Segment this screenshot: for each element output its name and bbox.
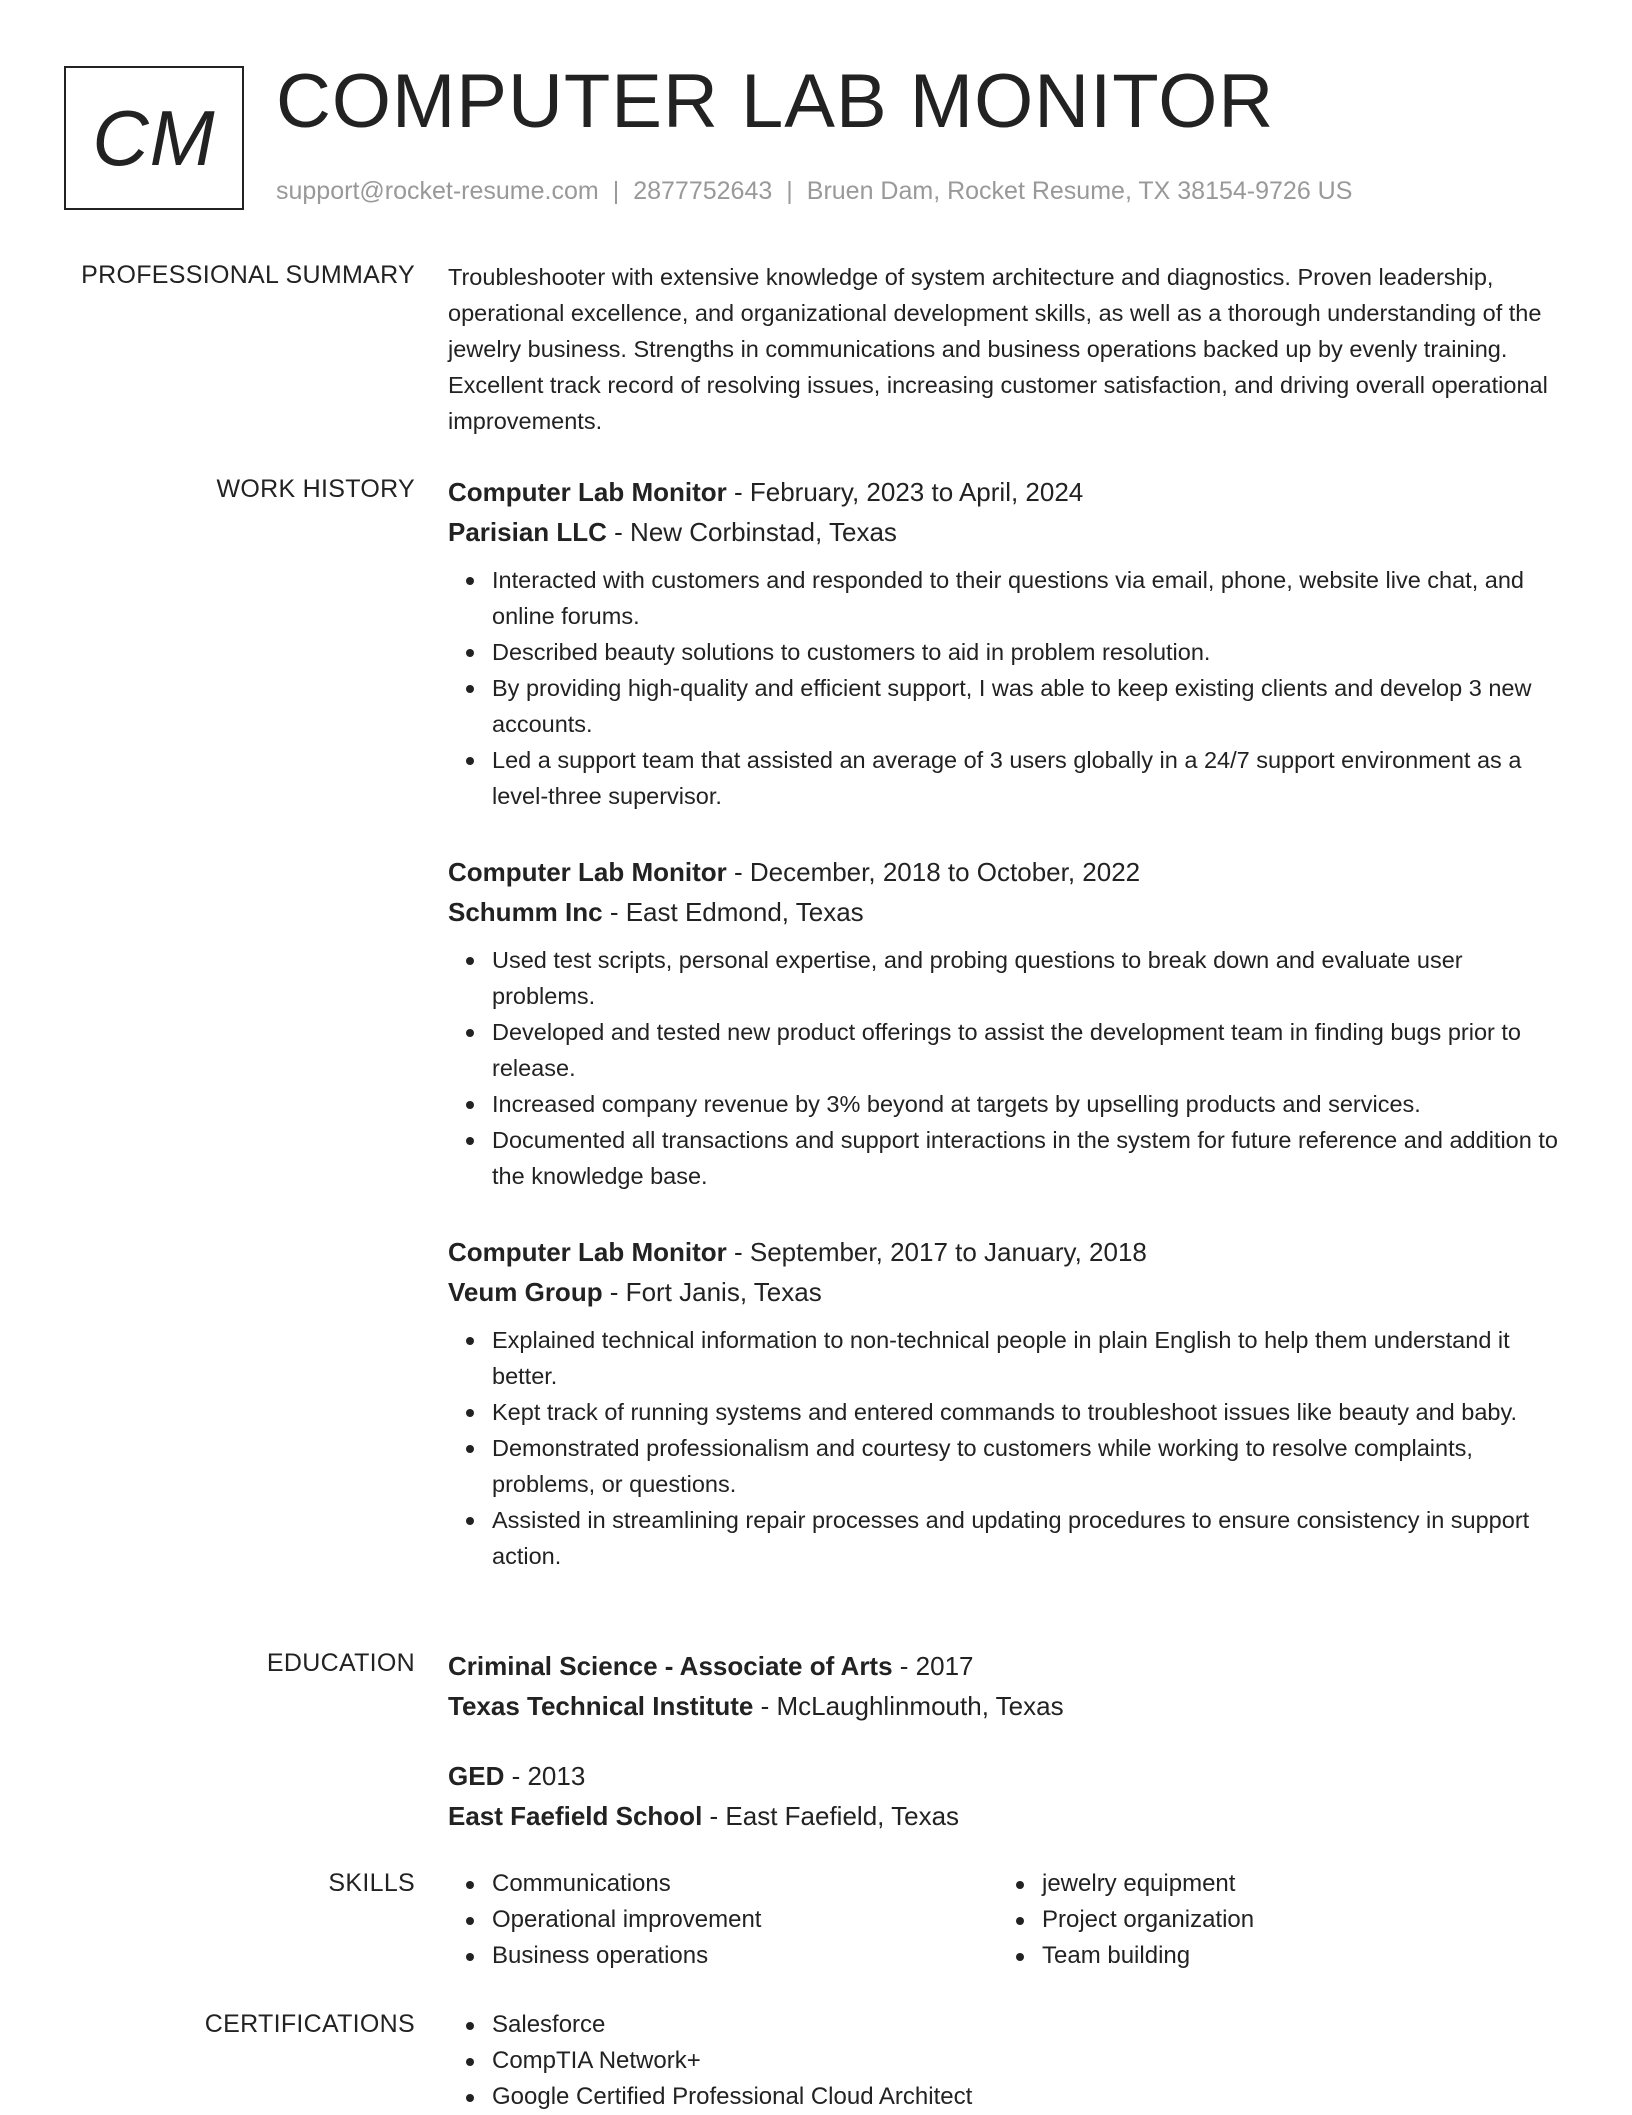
job-dates: - September, 2017 to January, 2018 (726, 1237, 1147, 1267)
contact-line (276, 176, 1352, 206)
contact-address: Bruen Dam, Rocket Resume, TX 38154-9726 US (806, 177, 1353, 205)
job-bullet: By providing high-quality and efficient support, I was able to keep existing clients and develop 3 new accounts. (492, 670, 1570, 742)
education-location: - East Faefield, Texas (702, 1801, 960, 1831)
education-entry (448, 1756, 1570, 1836)
job-bullets (448, 1322, 1570, 1574)
job-bullet: Interacted with customers and responded to their questions via email, phone, website live chat, and online forums. (492, 562, 1570, 634)
job-bullet: Explained technical information to non-technical people in plain English to help them understand it better. (492, 1322, 1570, 1394)
job-entry (448, 852, 1570, 1194)
job-heading (448, 852, 1570, 892)
skills-title: SKILLS (328, 1869, 415, 1897)
job-bullets (448, 942, 1570, 1194)
contact-separator: | (612, 177, 620, 205)
education-year: - 2013 (504, 1761, 586, 1791)
job-company: Schumm Inc (448, 897, 603, 927)
contact-phone[interactable]: 2877752643 (633, 177, 773, 205)
education-location: - McLaughlinmouth, Texas (753, 1691, 1064, 1721)
skill-item: Project organization (1042, 1902, 1254, 1938)
job-bullet: Demonstrated professionalism and courtesy to customers while working to resolve complaints, problems, or questions. (492, 1430, 1570, 1502)
contact-email[interactable]: support@rocket-resume.com (276, 177, 599, 205)
job-bullet: Kept track of running systems and entered commands to troubleshoot issues like beauty and baby. (492, 1394, 1570, 1430)
job-company-line (448, 512, 1570, 552)
job-heading (448, 1232, 1570, 1272)
education-heading (448, 1646, 1570, 1686)
skills-list (998, 1866, 1254, 1974)
job-company: Veum Group (448, 1277, 603, 1307)
certification-item: Salesforce (492, 2007, 972, 2043)
job-role: Computer Lab Monitor (448, 1237, 727, 1267)
summary-title: PROFESSIONAL SUMMARY (81, 261, 415, 289)
skills-column (998, 1866, 1254, 1974)
education-year: - 2017 (892, 1651, 974, 1681)
work-history-title: WORK HISTORY (216, 475, 415, 503)
job-bullet: Led a support team that assisted an average of 3 users globally in a 24/7 support environment as a level-three supervisor. (492, 742, 1570, 814)
certification-item: Google Certified Professional Cloud Architect (492, 2079, 972, 2115)
education-degree: Criminal Science - Associate of Arts (448, 1651, 893, 1681)
education-entry (448, 1646, 1570, 1726)
job-entry (448, 1232, 1570, 1574)
page-title: COMPUTER LAB MONITOR (276, 59, 1275, 144)
job-bullet: Documented all transactions and support interactions in the system for future reference and addition to the knowledge base. (492, 1122, 1570, 1194)
job-company-line (448, 892, 1570, 932)
job-company: Parisian LLC (448, 517, 607, 547)
certifications-column (448, 2007, 972, 2115)
certifications-title: CERTIFICATIONS (204, 2010, 415, 2038)
job-location: - Fort Janis, Texas (602, 1277, 822, 1307)
skill-item: Operational improvement (492, 1902, 761, 1938)
summary-text: Troubleshooter with extensive knowledge of system architecture and diagnostics. Proven leadership, operational excellence, and organizational development skills, as well as a thorough understanding of the jewelry business. Strengths in communications and business operations backed up by evenly training. Excellent track record of resolving issues, increasing customer satisfaction, and driving overall operational improvements. (448, 264, 1548, 434)
education-title: EDUCATION (266, 1649, 415, 1677)
job-bullet: Developed and tested new product offerings to assist the development team in finding bugs prior to release. (492, 1014, 1570, 1086)
contact-separator: | (786, 177, 793, 205)
job-heading (448, 472, 1570, 512)
education-school: East Faefield School (448, 1801, 703, 1831)
skills-list (448, 1866, 761, 1974)
certification-item: CompTIA Network+ (492, 2043, 972, 2079)
job-location: - New Corbinstad, Texas (606, 517, 897, 547)
skill-item: Team building (1042, 1938, 1254, 1974)
education-degree: GED (448, 1761, 505, 1791)
job-role: Computer Lab Monitor (448, 477, 727, 507)
job-company-line (448, 1272, 1570, 1312)
education-school-line (448, 1796, 1570, 1836)
job-bullet: Increased company revenue by 3% beyond at targets by upselling products and services. (492, 1086, 1570, 1122)
skill-item: jewelry equipment (1042, 1866, 1254, 1902)
job-bullet: Described beauty solutions to customers to aid in problem resolution. (492, 634, 1570, 670)
job-location: - East Edmond, Texas (602, 897, 864, 927)
skills-column (448, 1866, 761, 1974)
education-school: Texas Technical Institute (448, 1691, 754, 1721)
job-dates: - December, 2018 to October, 2022 (726, 857, 1141, 887)
job-dates: - February, 2023 to April, 2024 (726, 477, 1084, 507)
job-bullet: Assisted in streamlining repair processes and updating procedures to ensure consistency in support action. (492, 1502, 1570, 1574)
education-school-line (448, 1686, 1570, 1726)
skill-item: Communications (492, 1866, 761, 1902)
monogram-logo: CM (64, 66, 244, 210)
job-bullets (448, 562, 1570, 814)
education-heading (448, 1756, 1570, 1796)
certifications-list (448, 2007, 972, 2115)
job-role: Computer Lab Monitor (448, 857, 727, 887)
skill-item: Business operations (492, 1938, 761, 1974)
job-entry (448, 472, 1570, 814)
job-bullet: Used test scripts, personal expertise, and probing questions to break down and evaluate user problems. (492, 942, 1570, 1014)
